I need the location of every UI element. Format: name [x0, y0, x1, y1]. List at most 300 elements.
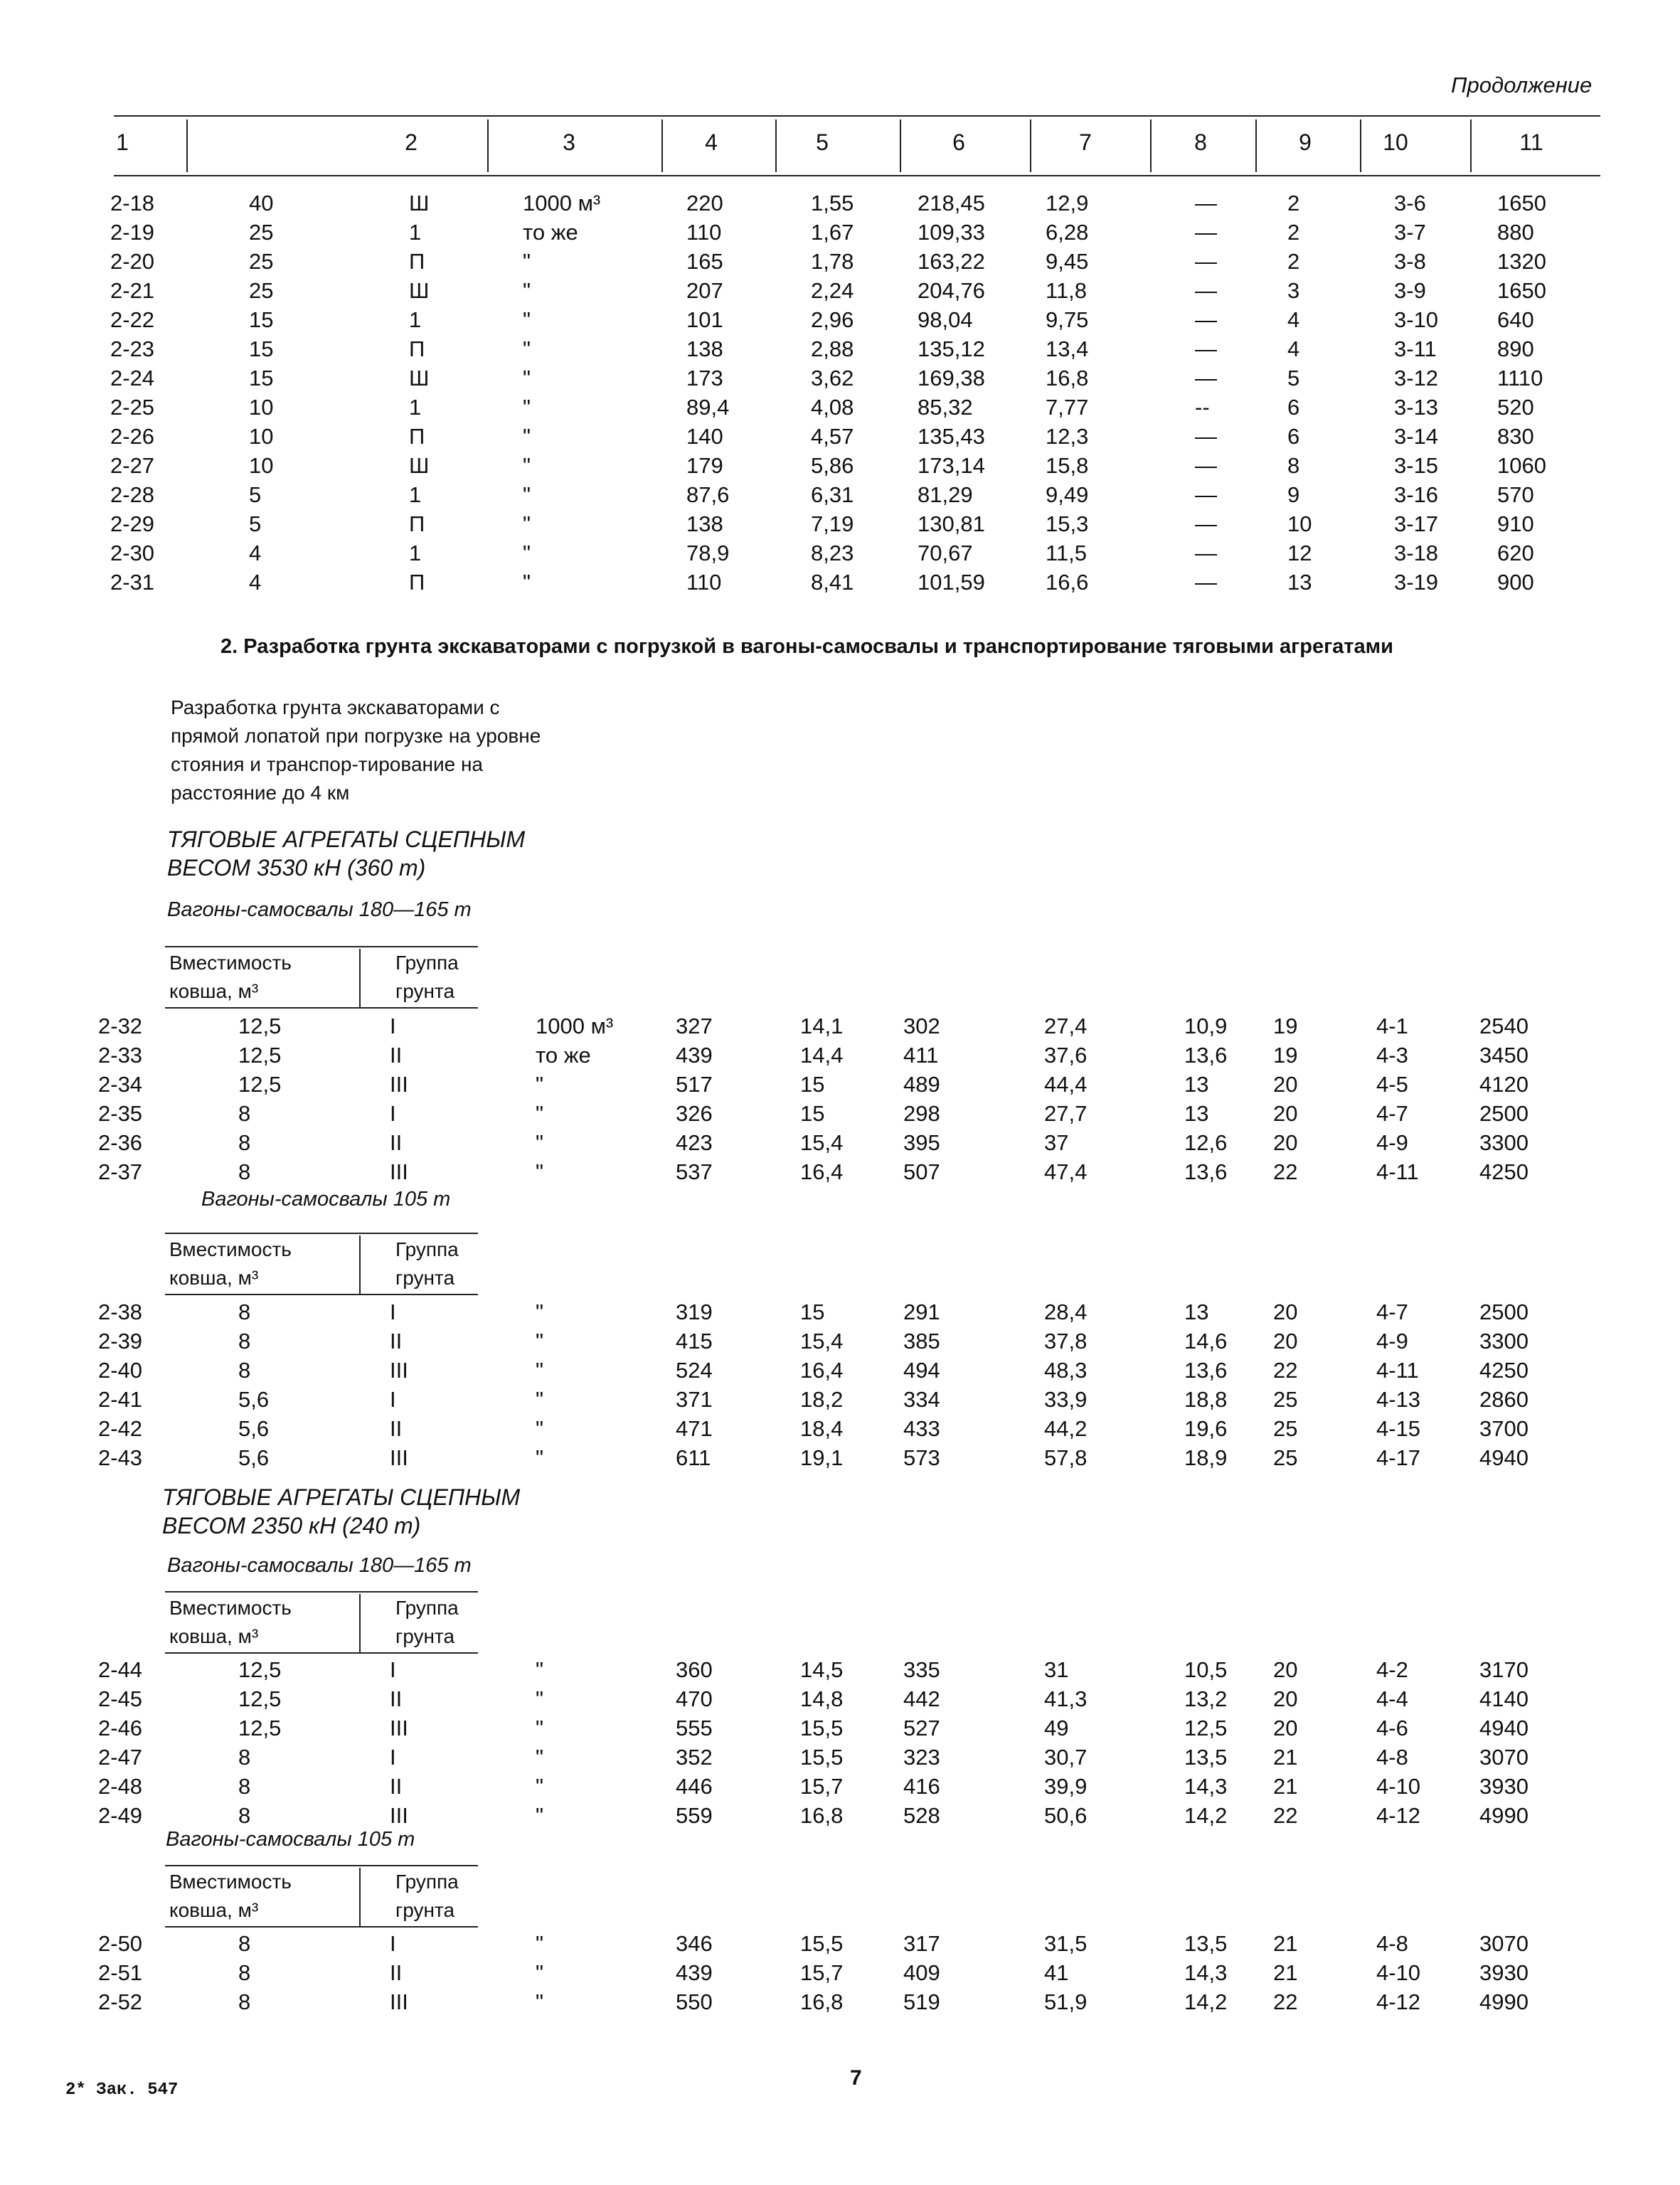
col5-cell: 2,96: [811, 307, 854, 332]
bucket-capacity-cell: 12,5: [238, 1657, 282, 1682]
soil-group-cell: III: [390, 1072, 408, 1097]
soil-group-cell: 1: [409, 220, 422, 245]
col8-cell: 14,3: [1184, 1960, 1228, 1985]
unit-cell: ": [536, 1716, 544, 1740]
col8-cell: 13,6: [1184, 1043, 1228, 1068]
unit-cell: ": [536, 1159, 544, 1184]
bucket-capacity-cell: 8: [238, 1329, 251, 1354]
col10-cell: 3-18: [1394, 541, 1439, 565]
bucket-capacity-cell: 25: [249, 278, 274, 303]
col6-cell: 70,67: [918, 541, 973, 565]
col7-cell: 51,9: [1044, 1989, 1088, 2014]
col11-cell: 4990: [1479, 1989, 1529, 2014]
col4-cell: 110: [686, 570, 722, 595]
header-divider: [1030, 119, 1031, 172]
col4-cell: 537: [676, 1159, 713, 1184]
col8-cell: 12,6: [1184, 1130, 1228, 1155]
col11-cell: 4120: [1479, 1072, 1529, 1097]
col5-cell: 15,7: [800, 1774, 844, 1799]
col7-cell: 11,8: [1046, 278, 1088, 303]
soil-group-cell: II: [390, 1960, 403, 1985]
col10-cell: 4-7: [1376, 1299, 1408, 1324]
col8-cell: 10,5: [1184, 1657, 1228, 1682]
col6-cell: 163,22: [918, 249, 985, 274]
col11-cell: 910: [1497, 511, 1534, 536]
col10-cell: 3-14: [1394, 424, 1439, 449]
col4-cell: 173: [686, 366, 723, 390]
col6-cell: 218,45: [918, 191, 985, 216]
col10-cell: 4-4: [1376, 1686, 1408, 1711]
col11-cell: 2500: [1479, 1299, 1529, 1324]
col4-cell: 360: [676, 1657, 713, 1682]
row-id-cell: 2-40: [98, 1358, 143, 1383]
bucket-capacity-cell: 5: [249, 511, 262, 536]
col7-cell: 47,4: [1044, 1159, 1088, 1184]
col11-cell: 3070: [1479, 1745, 1529, 1770]
col8-cell: 14,6: [1184, 1329, 1228, 1354]
soil-group-cell: I: [390, 1657, 396, 1682]
unit-cell: 1000 м³: [536, 1014, 614, 1038]
col9-cell: 3: [1287, 278, 1300, 303]
header-col-1: 1: [116, 129, 129, 155]
unit-cell: ": [523, 366, 531, 390]
header-divider: [900, 119, 901, 172]
col6-cell: 334: [903, 1387, 940, 1412]
col7-cell: 12,9: [1046, 191, 1089, 216]
col8-cell: —: [1195, 453, 1217, 478]
col4-cell: 471: [676, 1416, 713, 1441]
col10-cell: 4-15: [1376, 1416, 1421, 1441]
unit-cell: ": [536, 1803, 544, 1828]
col10-cell: 3-13: [1394, 395, 1439, 420]
col7-cell: 9,75: [1046, 307, 1089, 332]
col7-cell: 31,5: [1044, 1931, 1088, 1956]
unit-cell: ": [536, 1989, 544, 2014]
col10-cell: 3-16: [1394, 482, 1439, 507]
col4-cell: 439: [676, 1960, 713, 1985]
col5-cell: 15: [800, 1101, 825, 1126]
bucket-capacity-cell: 5,6: [238, 1387, 270, 1412]
col10-cell: 4-7: [1376, 1101, 1408, 1126]
col10-cell: 4-11: [1376, 1159, 1419, 1184]
bucket-capacity-cell: 25: [249, 249, 274, 274]
header-divider: [1360, 119, 1361, 172]
header-divider: [1255, 119, 1257, 172]
col8-cell: —: [1195, 570, 1217, 595]
col8-cell: 13,5: [1184, 1745, 1228, 1770]
col9-cell: 19: [1273, 1043, 1298, 1068]
unit-cell: ": [523, 482, 531, 507]
col4-cell: 346: [676, 1931, 713, 1956]
wagons-105-label: Вагоны-самосвалы 105 т: [201, 1188, 451, 1211]
soil-group-cell: III: [390, 1716, 408, 1740]
col5-cell: 6,31: [811, 482, 854, 507]
unit-cell: ": [536, 1931, 544, 1956]
row-id-cell: 2-36: [98, 1130, 143, 1155]
col4-cell: 611: [676, 1445, 711, 1470]
intro-text: Разработка грунта экскаваторами с прямой лопатой при погрузке на уровне стояния и транспор-тирование на расстояние до 4 км: [171, 696, 541, 804]
col4-cell: 517: [676, 1072, 713, 1097]
unit-cell: ": [523, 570, 531, 595]
col9-cell: 4: [1287, 336, 1300, 361]
col7-cell: 7,77: [1046, 395, 1089, 420]
col5-cell: 15,5: [800, 1716, 844, 1740]
unit-cell: ": [523, 249, 531, 274]
mini-header-top-rule: [165, 946, 478, 947]
col10-cell: 4-17: [1376, 1445, 1421, 1470]
col9-cell: 19: [1273, 1014, 1298, 1038]
header-col-9: 9: [1299, 129, 1312, 155]
bucket-capacity-cell: 8: [238, 1130, 251, 1155]
unit-cell: то же: [536, 1043, 591, 1068]
col8-cell: 13,2: [1184, 1686, 1228, 1711]
unit-cell: 1000 м³: [523, 191, 601, 216]
unit-cell: ": [536, 1299, 544, 1324]
bucket-capacity-cell: 5,6: [238, 1416, 270, 1441]
col4-cell: 446: [676, 1774, 713, 1799]
col5-cell: 15: [800, 1299, 825, 1324]
col6-cell: 442: [903, 1686, 940, 1711]
col9-cell: 20: [1273, 1072, 1298, 1097]
row-id-cell: 2-21: [110, 278, 155, 303]
col4-cell: 326: [676, 1101, 713, 1126]
unit-cell: ": [523, 511, 531, 536]
unit-cell: ": [536, 1416, 544, 1441]
col6-cell: 433: [903, 1416, 940, 1441]
col10-cell: 4-5: [1376, 1072, 1408, 1097]
col6-cell: 573: [903, 1445, 940, 1470]
unit-cell: ": [536, 1657, 544, 1682]
col11-cell: 3450: [1479, 1043, 1529, 1068]
col7-cell: 9,45: [1046, 249, 1089, 274]
header-col-11: 11: [1519, 129, 1543, 155]
col11-cell: 900: [1497, 570, 1534, 595]
soil-group-cell: Ш: [409, 366, 430, 390]
col7-cell: 48,3: [1044, 1358, 1088, 1383]
unit-cell: ": [536, 1745, 544, 1770]
soil-group-cell: II: [390, 1416, 403, 1441]
unit-cell: ": [523, 395, 531, 420]
row-id-cell: 2-41: [98, 1387, 143, 1412]
header-divider: [487, 119, 489, 172]
soil-group-cell: III: [390, 1803, 408, 1828]
col9-cell: 25: [1273, 1445, 1298, 1470]
bucket-capacity-cell: 5: [249, 482, 262, 507]
col9-cell: 9: [1287, 482, 1300, 507]
col6-cell: 109,33: [918, 220, 985, 245]
col10-cell: 4-10: [1376, 1960, 1421, 1985]
col7-cell: 50,6: [1044, 1803, 1088, 1828]
col10-cell: 4-8: [1376, 1745, 1408, 1770]
col8-cell: 13,6: [1184, 1358, 1228, 1383]
col9-cell: 21: [1273, 1774, 1298, 1799]
col5-cell: 2,24: [811, 278, 854, 303]
col4-cell: 550: [676, 1989, 713, 2014]
mini-header-top-rule: [165, 1865, 478, 1866]
unit-cell: ": [536, 1686, 544, 1711]
row-id-cell: 2-42: [98, 1416, 143, 1441]
col11-cell: 3300: [1479, 1329, 1529, 1354]
col7-cell: 9,49: [1046, 482, 1089, 507]
col4-cell: 110: [686, 220, 722, 245]
col8-cell: 10,9: [1184, 1014, 1228, 1038]
bucket-capacity-cell: 25: [249, 220, 274, 245]
soil-group-cell: III: [390, 1989, 408, 2014]
header-divider: [661, 119, 663, 172]
soil-group-cell: I: [390, 1014, 396, 1038]
col10-cell: 4-3: [1376, 1043, 1408, 1068]
continuation-label: Продолжение: [1451, 73, 1593, 97]
row-id-cell: 2-47: [98, 1745, 143, 1770]
col8-cell: —: [1195, 336, 1217, 361]
col7-cell: 11,5: [1046, 541, 1088, 565]
col5-cell: 14,5: [800, 1657, 844, 1682]
col6-cell: 527: [903, 1716, 940, 1740]
order-number: 2* Зак. 547: [65, 2080, 179, 2100]
col11-cell: 3170: [1479, 1657, 1529, 1682]
col6-cell: 323: [903, 1745, 940, 1770]
bucket-capacity-cell: 8: [238, 1989, 251, 2014]
unit-cell: ": [523, 453, 531, 478]
row-id-cell: 2-28: [110, 482, 155, 507]
page-number: 7: [850, 2066, 862, 2090]
unit-cell: ": [523, 278, 531, 303]
col4-cell: 415: [676, 1329, 713, 1354]
col6-cell: 528: [903, 1803, 940, 1828]
soil-group-cell: II: [390, 1774, 403, 1799]
unit-cell: ": [536, 1130, 544, 1155]
col7-cell: 16,8: [1046, 366, 1089, 390]
row-id-cell: 2-18: [110, 191, 155, 216]
col8-cell: 13: [1184, 1072, 1209, 1097]
col5-cell: 16,8: [800, 1803, 844, 1828]
mini-header-divider: [359, 949, 361, 1007]
col9-cell: 25: [1273, 1416, 1298, 1441]
unit-cell: ": [536, 1358, 544, 1383]
unit-cell: ": [523, 307, 531, 332]
soil-group-cell: 1: [409, 541, 422, 565]
header-col-6: 6: [952, 129, 965, 155]
wagons-180-label: Вагоны-самосвалы 180—165 т: [167, 898, 472, 921]
col5-cell: 19,1: [800, 1445, 844, 1470]
header-col-8: 8: [1194, 129, 1207, 155]
mini-header-divider: [359, 1868, 361, 1926]
bucket-capacity-cell: 10: [249, 424, 274, 449]
col5-cell: 16,4: [800, 1159, 844, 1184]
col4-cell: 319: [676, 1299, 713, 1324]
col5-cell: 15,5: [800, 1931, 844, 1956]
unit-cell: ": [523, 336, 531, 361]
col5-cell: 16,8: [800, 1989, 844, 2014]
col5-cell: 1,67: [811, 220, 854, 245]
row-id-cell: 2-27: [110, 453, 155, 478]
row-id-cell: 2-23: [110, 336, 155, 361]
row-id-cell: 2-34: [98, 1072, 143, 1097]
soil-group-cell: I: [390, 1931, 396, 1956]
mini-header-bottom-rule: [165, 1926, 478, 1928]
row-id-cell: 2-49: [98, 1803, 143, 1828]
col7-cell: 44,2: [1044, 1416, 1088, 1441]
col4-cell: 165: [686, 249, 723, 274]
soil-group-cell: Ш: [409, 453, 430, 478]
col4-cell: 89,4: [686, 395, 730, 420]
col11-cell: 4990: [1479, 1803, 1529, 1828]
col5-cell: 7,19: [811, 511, 854, 536]
unit-cell: ": [536, 1960, 544, 1985]
col4-cell: 101: [686, 307, 723, 332]
bucket-capacity-cell: 8: [238, 1960, 251, 1985]
header-divider: [775, 119, 777, 172]
header-col-3: 3: [563, 129, 575, 155]
col11-cell: 4250: [1479, 1358, 1529, 1383]
bucket-capacity-cell: 8: [238, 1931, 251, 1956]
col11-cell: 3070: [1479, 1931, 1529, 1956]
group-title-2350: ТЯГОВЫЕ АГРЕГАТЫ СЦЕПНЫМ ВЕСОМ 2350 кН (240 т): [162, 1484, 521, 1538]
soil-group-cell: I: [390, 1745, 396, 1770]
mini-header-bottom-rule: [165, 1652, 478, 1654]
col9-cell: 20: [1273, 1130, 1298, 1155]
header-bottom-rule: [114, 175, 1600, 176]
row-id-cell: 2-43: [98, 1445, 143, 1470]
bucket-capacity-header: Вместимость ковша, м³: [169, 952, 292, 1002]
col8-cell: —: [1195, 424, 1217, 449]
soil-group-cell: П: [409, 570, 425, 595]
col8-cell: —: [1195, 278, 1217, 303]
bucket-capacity-cell: 4: [249, 541, 262, 565]
col7-cell: 12,3: [1046, 424, 1089, 449]
col6-cell: 385: [903, 1329, 940, 1354]
col11-cell: 830: [1497, 424, 1534, 449]
col5-cell: 15,4: [800, 1329, 844, 1354]
bucket-capacity-cell: 12,5: [238, 1686, 282, 1711]
col11-cell: 2500: [1479, 1101, 1529, 1126]
col6-cell: 101,59: [918, 570, 985, 595]
col11-cell: 4940: [1479, 1445, 1529, 1470]
col4-cell: 470: [676, 1686, 713, 1711]
bucket-capacity-cell: 8: [238, 1745, 251, 1770]
bucket-capacity-cell: 8: [238, 1159, 251, 1184]
unit-cell: ": [536, 1445, 544, 1470]
col6-cell: 416: [903, 1774, 940, 1799]
col8-cell: 18,9: [1184, 1445, 1228, 1470]
col10-cell: 4-9: [1376, 1329, 1408, 1354]
col10-cell: 4-13: [1376, 1387, 1421, 1412]
col8-cell: —: [1195, 307, 1217, 332]
col8-cell: —: [1195, 482, 1217, 507]
col4-cell: 559: [676, 1803, 713, 1828]
col4-cell: 352: [676, 1745, 713, 1770]
col5-cell: 18,4: [800, 1416, 844, 1441]
soil-group-header: Группа грунта: [395, 1871, 459, 1921]
row-id-cell: 2-46: [98, 1716, 143, 1740]
row-id-cell: 2-24: [110, 366, 155, 390]
col7-cell: 41,3: [1044, 1686, 1088, 1711]
col8-cell: —: [1195, 366, 1217, 390]
col6-cell: 98,04: [918, 307, 973, 332]
row-id-cell: 2-30: [110, 541, 155, 565]
soil-group-cell: I: [390, 1299, 396, 1324]
col8-cell: --: [1195, 395, 1210, 420]
col8-cell: 12,5: [1184, 1716, 1228, 1740]
wagons-180-label: Вагоны-самосвалы 180—165 т: [167, 1554, 472, 1577]
col5-cell: 15: [800, 1072, 825, 1097]
header-col-10: 10: [1383, 129, 1408, 155]
col5-cell: 5,86: [811, 453, 854, 478]
col6-cell: 169,38: [918, 366, 985, 390]
soil-group-cell: II: [390, 1329, 403, 1354]
bucket-capacity-cell: 8: [238, 1774, 251, 1799]
bucket-capacity-cell: 8: [238, 1299, 251, 1324]
col9-cell: 20: [1273, 1686, 1298, 1711]
mini-header-divider: [359, 1235, 361, 1294]
soil-group-cell: Ш: [409, 191, 430, 216]
col11-cell: 620: [1497, 541, 1534, 565]
col9-cell: 25: [1273, 1387, 1298, 1412]
col8-cell: —: [1195, 249, 1217, 274]
mini-header-top-rule: [165, 1591, 478, 1593]
col7-cell: 15,8: [1046, 453, 1089, 478]
col9-cell: 13: [1287, 570, 1312, 595]
col6-cell: 507: [903, 1159, 940, 1184]
wagons-105-label: Вагоны-самосвалы 105 т: [166, 1828, 415, 1851]
col9-cell: 21: [1273, 1931, 1298, 1956]
col4-cell: 524: [676, 1358, 713, 1383]
col4-cell: 179: [686, 453, 723, 478]
soil-group-header: Группа грунта: [395, 1238, 459, 1289]
col7-cell: 39,9: [1044, 1774, 1088, 1799]
col8-cell: —: [1195, 220, 1217, 245]
unit-cell: ": [536, 1387, 544, 1412]
col9-cell: 5: [1287, 366, 1300, 390]
row-id-cell: 2-51: [98, 1960, 143, 1985]
header-col-5: 5: [816, 129, 829, 155]
col9-cell: 22: [1273, 1358, 1298, 1383]
col9-cell: 2: [1287, 249, 1300, 274]
soil-group-cell: П: [409, 249, 425, 274]
col5-cell: 1,78: [811, 249, 854, 274]
bucket-capacity-header: Вместимость ковша, м³: [169, 1871, 292, 1921]
soil-group-cell: II: [390, 1686, 403, 1711]
col6-cell: 298: [903, 1101, 940, 1126]
soil-group-cell: 1: [409, 482, 422, 507]
col9-cell: 2: [1287, 191, 1300, 216]
col5-cell: 14,4: [800, 1043, 844, 1068]
col6-cell: 291: [903, 1299, 940, 1324]
soil-group-header: Группа грунта: [395, 1597, 459, 1647]
col4-cell: 555: [676, 1716, 713, 1740]
col7-cell: 27,7: [1044, 1101, 1088, 1126]
header-col-2: 2: [405, 129, 418, 155]
col6-cell: 173,14: [918, 453, 985, 478]
col7-cell: 37,8: [1044, 1329, 1088, 1354]
bucket-capacity-cell: 10: [249, 453, 274, 478]
header-divider: [1470, 119, 1472, 172]
section-title: 2. Разработка грунта экскаваторами с погрузкой в вагоны-самосвалы и транспортирование тяговыми агрегатами: [220, 635, 1393, 658]
col9-cell: 20: [1273, 1657, 1298, 1682]
col7-cell: 57,8: [1044, 1445, 1088, 1470]
col7-cell: 30,7: [1044, 1745, 1088, 1770]
col9-cell: 21: [1273, 1960, 1298, 1985]
col9-cell: 6: [1287, 395, 1300, 420]
col7-cell: 15,3: [1046, 511, 1089, 536]
col9-cell: 6: [1287, 424, 1300, 449]
bucket-capacity-cell: 8: [238, 1358, 251, 1383]
bucket-capacity-header: Вместимость ковша, м³: [169, 1238, 292, 1289]
col4-cell: 423: [676, 1130, 713, 1155]
row-id-cell: 2-44: [98, 1657, 143, 1682]
group-title-3530: ТЯГОВЫЕ АГРЕГАТЫ СЦЕПНЫМ ВЕСОМ 3530 кН (360 т): [167, 826, 526, 881]
col6-cell: 395: [903, 1130, 940, 1155]
